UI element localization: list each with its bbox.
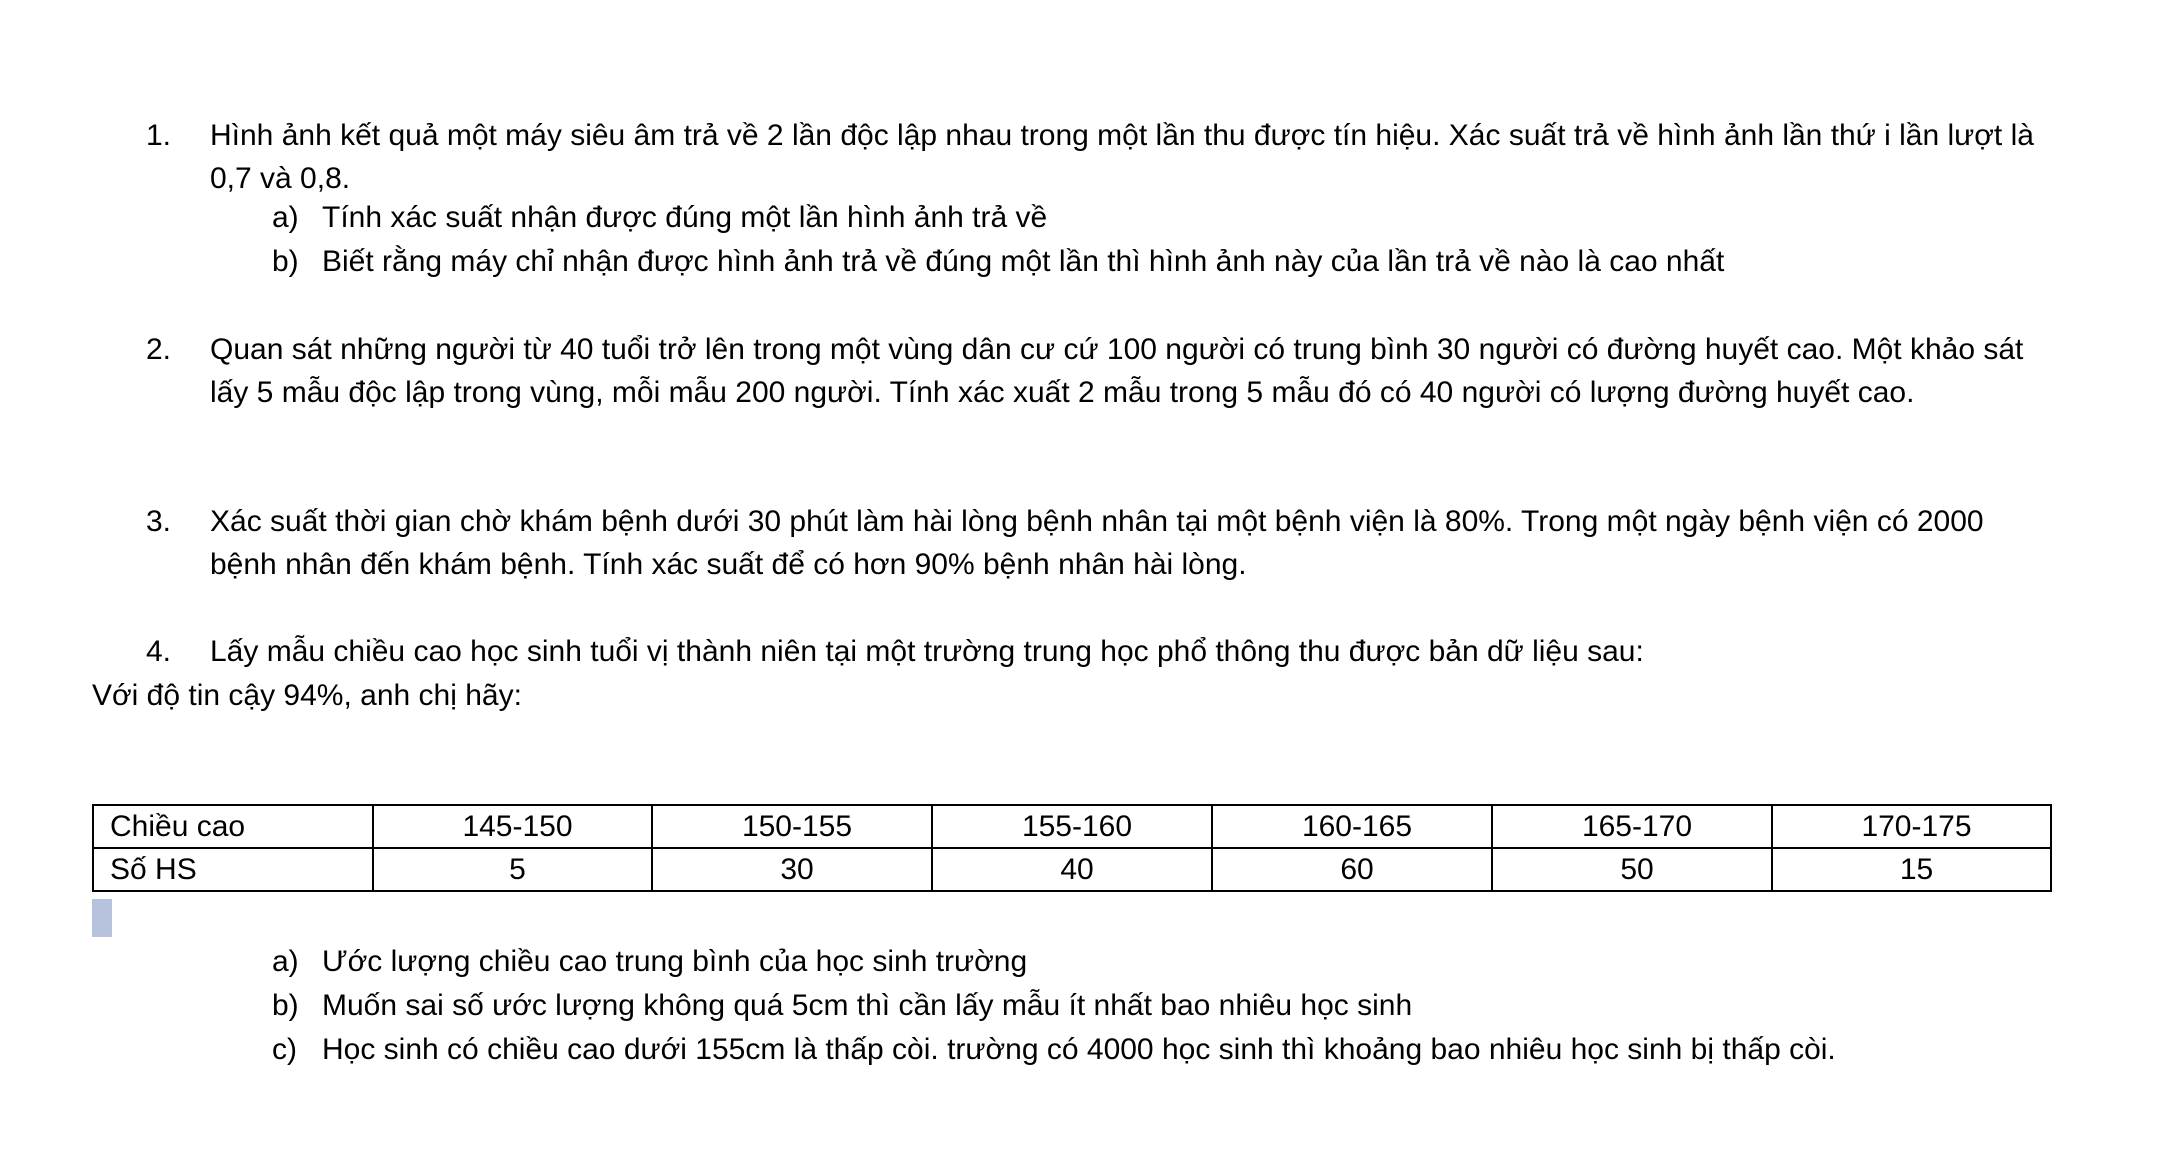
subitem-text: Biết rằng máy chỉ nhận được hình ảnh trả về đúng một lần thì hình ảnh này của lần trả về nào là cao nhất: [322, 245, 1725, 278]
confidence-line: Với độ tin cậy 94%, anh chị hãy:: [92, 679, 522, 712]
table-row: [93, 848, 2051, 891]
subitem-b: [272, 984, 2032, 1028]
table-cell: 5: [373, 848, 652, 891]
table-cell: 60: [1212, 848, 1492, 891]
question-number: 4.: [146, 635, 172, 668]
subitem-a: [272, 940, 2032, 984]
subitem-c: [272, 1028, 2032, 1072]
question-text: Lấy mẫu chiều cao học sinh tuổi vị thành niên tại một trường trung học phổ thông thu được bản dữ liệu sau:: [210, 635, 1644, 668]
table-cell: 15: [1772, 848, 2051, 891]
question-2: [146, 328, 2046, 414]
question-1: [146, 114, 2046, 200]
subitem-b: [272, 240, 2032, 284]
question-text: Hình ảnh kết quả một máy siêu âm trả về 2 lần độc lập nhau trong một lần thu được tín hiệu. Xác suất trả về hình ảnh lần thứ i lần lượt là 0,7 và 0,8.: [210, 119, 2034, 195]
subitem-text: Muốn sai số ước lượng không quá 5cm thì cần lấy mẫu ít nhất bao nhiêu học sinh: [322, 989, 1413, 1022]
subitem-a: [272, 196, 2032, 240]
question-text: Xác suất thời gian chờ khám bệnh dưới 30 phút làm hài lòng bệnh nhân tại một bệnh viện là 80%. Trong một ngày bệnh viện có 2000 bệnh nhân đến khám bệnh. Tính xác suất để có hơn 90% bệnh nhân hài lòng.: [210, 505, 1984, 581]
table-header-cell: 170-175: [1772, 805, 2051, 848]
subitem-text: Học sinh có chiều cao dưới 155cm là thấp còi. trường có 4000 học sinh thì khoảng bao nhiêu học sinh bị thấp còi.: [322, 1033, 1836, 1066]
subitem-letter: a): [272, 945, 299, 978]
subitem-text: Ước lượng chiều cao trung bình của học sinh trường: [322, 945, 1028, 978]
question-number: 2.: [146, 333, 172, 366]
table-header-cell: 145-150: [373, 805, 652, 848]
table-cell: 40: [932, 848, 1212, 891]
subitem-text: Tính xác suất nhận được đúng một lần hình ảnh trả về: [322, 201, 1048, 234]
table-cell: Số HS: [93, 848, 373, 891]
table-row: [93, 805, 2051, 848]
table-cell: 50: [1492, 848, 1772, 891]
table-header-cell: Chiều cao: [93, 805, 373, 848]
table-header-cell: 160-165: [1212, 805, 1492, 848]
subitem-letter: a): [272, 201, 299, 234]
text-cursor-mark: [92, 899, 112, 937]
subitem-letter: b): [272, 245, 299, 278]
question-3: [146, 500, 2046, 586]
subitem-letter: b): [272, 989, 299, 1022]
question-number: 3.: [146, 505, 172, 538]
table-header-cell: 150-155: [652, 805, 932, 848]
table-header-cell: 155-160: [932, 805, 1212, 848]
question-number: 1.: [146, 119, 172, 152]
subitem-letter: c): [272, 1033, 297, 1066]
question-4-subitems: [272, 940, 2032, 1072]
height-data-table: [92, 804, 2052, 892]
table-cell: 30: [652, 848, 932, 891]
question-text: Quan sát những người từ 40 tuổi trở lên trong một vùng dân cư cứ 100 người có trung bình 30 người có đường huyết cao. Một khảo sát lấy 5 mẫu độc lập trong vùng, mỗi mẫu 200 người. Tính xác xuất 2 mẫu trong 5 mẫu đó có 40 người có lượng đường huyết cao.: [210, 333, 2024, 409]
table-header-cell: 165-170: [1492, 805, 1772, 848]
question-4: [146, 630, 2046, 673]
question-1-subitems: [272, 196, 2032, 284]
